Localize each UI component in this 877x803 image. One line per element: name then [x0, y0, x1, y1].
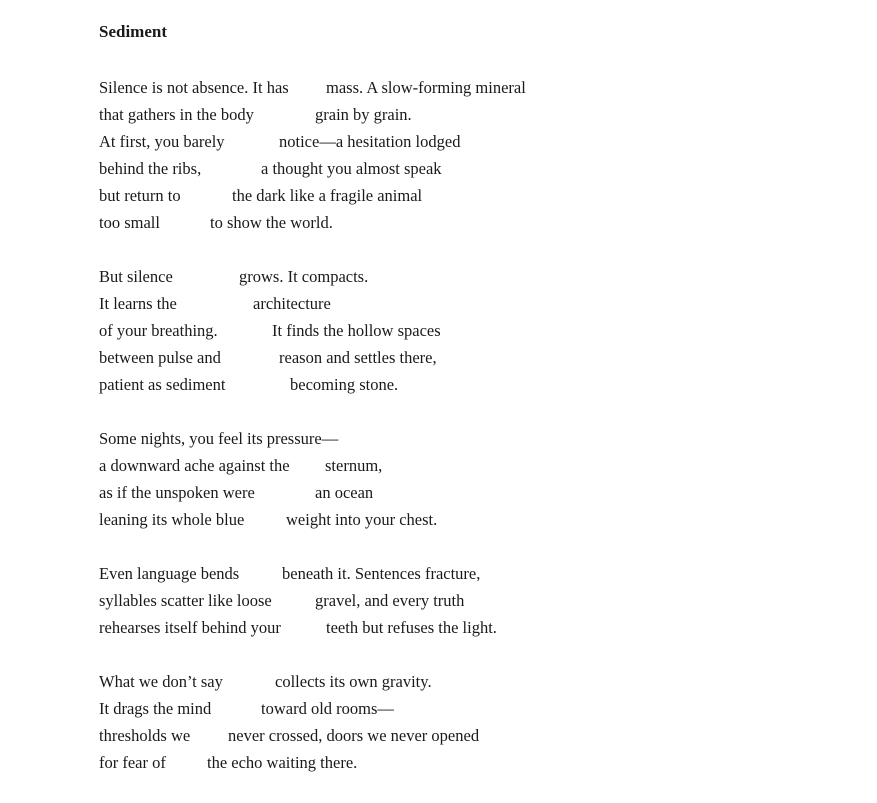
line-fragment: as if the unspoken were [99, 483, 255, 502]
line-fragment: between pulse and [99, 348, 221, 367]
line-fragment: Silence is not absence. It has [99, 78, 289, 97]
line-fragment: that gathers in the body [99, 105, 254, 124]
line-fragment: a thought you almost speak [261, 159, 442, 178]
line-fragment: a downward ache against the [99, 456, 290, 475]
stanza-4 [99, 560, 859, 641]
line-fragment: to show the world. [210, 213, 333, 232]
poem-line [99, 290, 859, 317]
line-fragment: toward old rooms— [261, 699, 394, 718]
line-fragment: architecture [253, 294, 331, 313]
line-fragment: teeth but refuses the light. [326, 618, 497, 637]
poem-line [99, 317, 859, 344]
line-fragment: weight into your chest. [286, 510, 438, 529]
line-fragment: patient as sediment [99, 375, 226, 394]
poem-line [99, 344, 859, 371]
stanza-2 [99, 263, 859, 398]
poem-line [99, 722, 859, 749]
poem-line [99, 425, 859, 452]
poem-line [99, 452, 859, 479]
poem [99, 20, 859, 803]
poem-line [99, 479, 859, 506]
line-fragment: the dark like a fragile animal [232, 186, 423, 205]
line-fragment: beneath it. Sentences fracture, [282, 564, 481, 583]
poem-line [99, 371, 859, 398]
line-fragment: Some nights, you feel its pressure— [99, 429, 339, 448]
line-fragment: Even language bends [99, 564, 240, 583]
line-fragment: rehearses itself behind your [99, 618, 281, 637]
poem-line [99, 209, 859, 236]
poem-line [99, 74, 859, 101]
line-fragment: notice—a hesitation lodged [279, 132, 461, 151]
line-fragment: becoming stone. [290, 375, 399, 394]
line-fragment: gravel, and every truth [315, 591, 465, 610]
line-fragment: sternum, [325, 456, 383, 475]
line-fragment: It learns the [99, 294, 177, 313]
poem-line [99, 128, 859, 155]
line-fragment: What we don’t say [99, 672, 223, 691]
stanza-1 [99, 74, 859, 236]
line-fragment: leaning its whole blue [99, 510, 245, 529]
poem-line [99, 695, 859, 722]
stanza-5 [99, 668, 859, 776]
line-fragment: of your breathing. [99, 321, 218, 340]
poem-line [99, 506, 859, 533]
line-fragment: But silence [99, 267, 173, 286]
poem-line [99, 263, 859, 290]
poem-line [99, 182, 859, 209]
line-fragment: syllables scatter like loose [99, 591, 272, 610]
poem-title: Sediment [99, 22, 167, 41]
line-fragment: It drags the mind [99, 699, 212, 718]
poem-line [99, 101, 859, 128]
line-fragment: the echo waiting there. [207, 753, 358, 772]
line-fragment: It finds the hollow spaces [272, 321, 441, 340]
line-fragment: collects its own gravity. [275, 672, 432, 691]
poem-line [99, 668, 859, 695]
line-fragment: reason and settles there, [279, 348, 437, 367]
line-fragment: an ocean [315, 483, 374, 502]
poem-line [99, 560, 859, 587]
poem-line [99, 155, 859, 182]
line-fragment: behind the ribs, [99, 159, 202, 178]
line-fragment: grain by grain. [315, 105, 412, 124]
line-fragment: for fear of [99, 753, 166, 772]
line-fragment: thresholds we [99, 726, 191, 745]
poem-line [99, 749, 859, 776]
poem-line [99, 587, 859, 614]
line-fragment: never crossed, doors we never opened [228, 726, 480, 745]
line-fragment: grows. It compacts. [239, 267, 369, 286]
poem-line [99, 614, 859, 641]
stanza-3 [99, 425, 859, 533]
line-fragment: mass. A slow-forming mineral [326, 78, 526, 97]
line-fragment: too small [99, 213, 160, 232]
line-fragment: At first, you barely [99, 132, 225, 151]
line-fragment: but return to [99, 186, 181, 205]
